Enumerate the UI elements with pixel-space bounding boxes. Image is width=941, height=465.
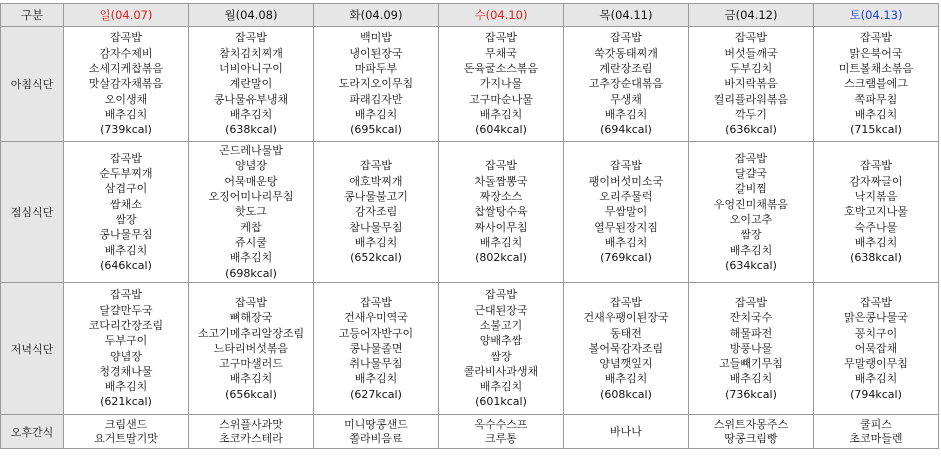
menu-item: 크림샌드 [104,417,148,431]
menu-item: 배추김치 [854,372,898,386]
menu-item: 컬리플라워볶음 [713,92,789,106]
menu-item: 어묵잡채 [854,341,898,355]
menu-cell-breakfast-mon [189,27,314,142]
menu-item: 방풍나물 [729,341,773,355]
menu-item: 배추김치 [854,107,898,121]
menu-item: 스크램블에그 [844,77,908,91]
menu-cell-dinner-mon [189,283,314,415]
menu-item-list [189,143,313,281]
menu-item: 소세지케찹볶음 [88,62,164,76]
menu-cell-snack-fri [689,415,814,449]
menu-item: 배추김치 [104,107,148,121]
menu-cell-lunch-sat [814,142,939,283]
menu-item: (608kcal) [600,387,652,401]
menu-item-list [189,30,313,137]
menu-item: 맑은콩나물국 [844,311,908,325]
weekly-menu-table [0,3,939,449]
menu-cell-lunch-tue [314,142,439,283]
meal-label: 점심식단 [1,142,64,283]
menu-item: 달걀만두국 [99,303,153,317]
menu-item: 옥수수스프 [474,417,528,431]
menu-item: 마파두부 [354,62,398,76]
menu-item: 팽이버섯미소국 [588,174,664,188]
menu-item: (652kcal) [350,251,402,265]
menu-item: 계란장조림 [599,62,653,76]
menu-item: 잡곡밥 [485,288,517,302]
menu-cell-lunch-thu [564,142,689,283]
menu-item: 바나나 [610,424,642,438]
menu-item: 오징어미나리무침 [208,190,294,204]
menu-item: 소불고기 [479,318,523,332]
menu-cell-dinner-sat [814,283,939,415]
menu-item: 배추김치 [229,372,273,386]
menu-item: (739kcal) [100,123,152,137]
meal-row-dinner [1,283,939,415]
header-row [1,4,939,27]
menu-item: 쌈채소 [110,197,142,211]
menu-item-list [814,158,938,265]
menu-item: (695kcal) [350,123,402,137]
menu-cell-breakfast-sun [64,27,189,142]
menu-item: 청경채나물 [99,364,153,378]
menu-item-list [814,418,938,446]
menu-item: (736kcal) [725,387,777,401]
menu-item: 잡곡밥 [860,31,892,45]
menu-item: 갈비찜 [735,182,767,196]
menu-item: 잡곡밥 [110,288,142,302]
menu-item: 쥬시쿨 [235,235,267,249]
menu-cell-dinner-wed [439,283,564,415]
menu-cell-snack-thu [564,415,689,449]
menu-item: 쫄라비음료 [349,431,403,445]
menu-item-list [689,30,813,137]
menu-item: 잡곡밥 [735,151,767,165]
menu-cell-lunch-wed [439,142,564,283]
menu-item: 잡곡밥 [485,31,517,45]
header-day-mon: 월(04.08) [189,4,314,27]
menu-item: 버섯들깨국 [724,46,778,60]
menu-item-list [564,295,688,402]
menu-item-list [814,295,938,402]
menu-item: 잡곡밥 [235,295,267,309]
menu-item: 잡곡밥 [610,31,642,45]
menu-item: 애호박찌개 [349,174,403,188]
menu-item: 양배추쌈 [479,334,523,348]
menu-item: (636kcal) [725,123,777,137]
meal-label: 저녁식단 [1,283,64,415]
header-day-fri: 금(04.12) [689,4,814,27]
menu-item: 맛살감자채볶음 [88,77,164,91]
menu-item: 배추김치 [354,235,398,249]
menu-item-list [189,295,313,402]
menu-item: 무채국 [485,46,517,60]
menu-cell-snack-tue [314,415,439,449]
menu-item: (656kcal) [225,387,277,401]
menu-cell-breakfast-thu [564,27,689,142]
menu-item: 파래김자반 [349,92,403,106]
menu-item: 콩나물졸면 [349,341,403,355]
menu-item: 배추김치 [729,372,773,386]
menu-item: (802kcal) [475,251,527,265]
menu-item: 잡곡밥 [610,159,642,173]
menu-item: 배추김치 [604,235,648,249]
meal-row-breakfast [1,27,939,142]
menu-item: 스위플사과맛 [219,417,283,431]
menu-item: 어묵매운탕 [224,174,278,188]
menu-item: 배추김치 [229,107,273,121]
menu-item-list [689,151,813,273]
menu-item: 미니땅콩샌드 [344,417,408,431]
menu-cell-breakfast-sat [814,27,939,142]
menu-item: 참나물무침 [349,220,403,234]
menu-item: 핫도그 [235,205,267,219]
menu-item: (621kcal) [100,395,152,409]
meal-row-lunch [1,142,939,283]
menu-item: 배추김치 [479,380,523,394]
menu-item: 맑은북어국 [849,46,903,60]
menu-item: 무말랭이무침 [844,357,908,371]
menu-item: 건새우미역국 [344,311,408,325]
menu-item: 느타리버섯볶음 [213,341,289,355]
menu-item: 오리주물럭 [599,190,653,204]
menu-item: 감자짜글이 [849,174,903,188]
menu-item: 콩나물무침 [99,228,153,242]
menu-item: 콩나물유부냉채 [213,92,289,106]
menu-item-list [564,30,688,137]
menu-item: 잡곡밥 [735,295,767,309]
menu-item: 고구마샐러드 [219,357,283,371]
meal-label: 아침식단 [1,27,64,142]
menu-item: 달걀국 [735,167,767,181]
menu-item: 깍두기 [735,107,767,121]
menu-item: 배추김치 [229,251,273,265]
menu-item: 무쌈말이 [604,205,648,219]
menu-cell-dinner-thu [564,283,689,415]
menu-cell-snack-mon [189,415,314,449]
menu-item: (698kcal) [225,266,277,280]
menu-item: 도라지오이무침 [338,77,414,91]
menu-item: 배추김치 [729,243,773,257]
menu-item: 냉이된장국 [349,46,403,60]
menu-item: 무생채 [610,92,642,106]
menu-item: 잡곡밥 [360,295,392,309]
menu-item: 볼어묵감자조림 [588,341,664,355]
menu-cell-breakfast-fri [689,27,814,142]
menu-item: 땅콩크림빵 [724,431,778,445]
menu-item: 코다리간장조림 [88,318,164,332]
menu-cell-lunch-sun [64,142,189,283]
menu-item: 잡곡밥 [110,31,142,45]
menu-item: 잡곡밥 [610,295,642,309]
header-day-sun: 일(04.07) [64,4,189,27]
menu-item: 소고기메추리알장조림 [197,326,305,340]
menu-item: 해물파전 [729,326,773,340]
menu-item: 배추김치 [104,243,148,257]
menu-item: 쿨피스 [860,417,892,431]
menu-item: 콩나물불고기 [344,190,408,204]
menu-item: 근대된장국 [474,303,528,317]
menu-item: 잡곡밥 [110,151,142,165]
menu-item: (694kcal) [600,123,652,137]
menu-item: 양념장 [110,349,142,363]
meal-label: 오후간식 [1,415,64,449]
menu-item: (638kcal) [850,251,902,265]
menu-item-list [689,418,813,446]
menu-item: 차돌짬뽕국 [474,174,528,188]
menu-cell-dinner-sun [64,283,189,415]
menu-item: 고들빼기무침 [719,357,783,371]
menu-item: (634kcal) [725,258,777,272]
menu-item: 쌈장 [490,349,512,363]
menu-item: 콜라비사과생채 [463,364,539,378]
menu-item: 양념장 [235,159,267,173]
menu-cell-lunch-fri [689,142,814,283]
menu-item: 잡곡밥 [360,159,392,173]
menu-item: (715kcal) [850,123,902,137]
menu-item: 가지나물 [479,77,523,91]
menu-item: 낙지볶음 [854,190,898,204]
menu-cell-snack-sat [814,415,939,449]
menu-item: 배추김치 [104,380,148,394]
menu-item-list [689,295,813,402]
menu-item: 동태전 [610,326,642,340]
header-day-sat: 토(04.13) [814,4,939,27]
menu-item: 백미밥 [360,31,392,45]
menu-item: 너비아니구이 [219,62,283,76]
menu-item: 쪽파무침 [854,92,898,106]
menu-cell-dinner-tue [314,283,439,415]
menu-body [1,27,939,449]
menu-item: 계란말이 [229,77,273,91]
menu-item: (769kcal) [600,251,652,265]
menu-item: 케찹 [240,220,262,234]
menu-item-list [439,30,563,137]
header-day-thu: 목(04.11) [564,4,689,27]
menu-item-list [64,418,188,446]
meal-row-snack [1,415,939,449]
menu-item: 뼈해장국 [229,311,273,325]
menu-cell-snack-wed [439,415,564,449]
menu-item: 요거트딸기맛 [94,431,158,445]
menu-item: 배추김치 [354,107,398,121]
menu-item: 쑥갓동태찌개 [594,46,658,60]
menu-item-list [314,295,438,402]
menu-item-list [314,418,438,446]
menu-item-list [64,151,188,273]
menu-item: 감자수제비 [99,46,153,60]
menu-cell-breakfast-tue [314,27,439,142]
menu-item: 호박고지나물 [844,205,908,219]
menu-item: 순두부찌개 [99,167,153,181]
menu-item: 두부구이 [104,334,148,348]
menu-cell-snack-sun [64,415,189,449]
menu-item: 잡곡밥 [860,295,892,309]
menu-item: 열무된장지짐 [594,220,658,234]
menu-item: 배추김치 [354,372,398,386]
menu-item: 잡곡밥 [485,159,517,173]
menu-item: 감자조림 [354,205,398,219]
menu-item: 오이고추 [729,213,773,226]
menu-item: (646kcal) [100,258,152,272]
menu-item: 두부김치 [729,62,773,76]
menu-item: 곤드레나물밥 [219,144,283,158]
menu-item: 찹쌀탕수육 [474,205,528,219]
menu-item: 짜장소스 [479,190,523,204]
menu-item-list [439,418,563,446]
header-day-tue: 화(04.09) [314,4,439,27]
menu-item-list [564,425,688,439]
menu-item: (601kcal) [475,395,527,409]
menu-item: 취나물무침 [349,357,403,371]
menu-item: 양념깻잎지 [599,357,653,371]
menu-item: 초코카스테라 [219,431,283,445]
menu-item: 잡곡밥 [235,31,267,45]
menu-item: 삼겹구이 [104,182,148,196]
menu-item: 잡곡밥 [735,31,767,45]
header-corner: 구분 [1,4,64,27]
menu-item: 쌈장 [115,213,137,226]
menu-item-list [64,287,188,409]
menu-item: 쌈장 [740,228,762,242]
menu-item-list [189,418,313,446]
menu-cell-lunch-mon [189,142,314,283]
menu-item-list [439,287,563,409]
menu-item: 숙주나물 [854,220,898,234]
menu-item-list [314,30,438,137]
menu-item: 고추장순대볶음 [588,77,664,91]
menu-item: 건새우팽이된장국 [583,311,669,325]
menu-cell-breakfast-wed [439,27,564,142]
menu-item: 잡곡밥 [860,159,892,173]
menu-item-list [814,30,938,137]
menu-item-list [564,158,688,265]
menu-item: 오이생채 [104,92,148,106]
menu-item: 배추김치 [479,107,523,121]
menu-item-list [439,158,563,265]
menu-item: 짜사이무침 [474,220,528,234]
menu-cell-dinner-fri [689,283,814,415]
menu-item-list [314,158,438,265]
menu-item: 우엉진미채볶음 [713,197,789,211]
menu-item: (794kcal) [850,387,902,401]
menu-item: 참치김치찌개 [219,46,283,60]
menu-item-list [64,30,188,137]
header-day-wed: 수(04.10) [439,4,564,27]
menu-item: 배추김치 [604,107,648,121]
menu-item: 초코마들렌 [849,431,903,445]
menu-item: (638kcal) [225,123,277,137]
menu-item: 크루통 [485,431,517,445]
menu-item: 배추김치 [604,372,648,386]
menu-item: 잔치국수 [729,311,773,325]
menu-item: 꽁치구이 [854,326,898,340]
menu-item: 고등어자반구이 [338,326,414,340]
menu-item: 스위트자몽주스 [713,417,789,431]
menu-item: 미트볼채소볶음 [838,62,914,76]
menu-item: 고구마순나물 [469,92,533,106]
menu-item: (627kcal) [350,387,402,401]
menu-item: 바지락볶음 [724,77,778,91]
menu-item: (604kcal) [475,123,527,137]
menu-item: 배추김치 [854,235,898,249]
menu-item: 배추김치 [479,235,523,249]
menu-item: 돈육굴소스볶음 [463,62,539,76]
